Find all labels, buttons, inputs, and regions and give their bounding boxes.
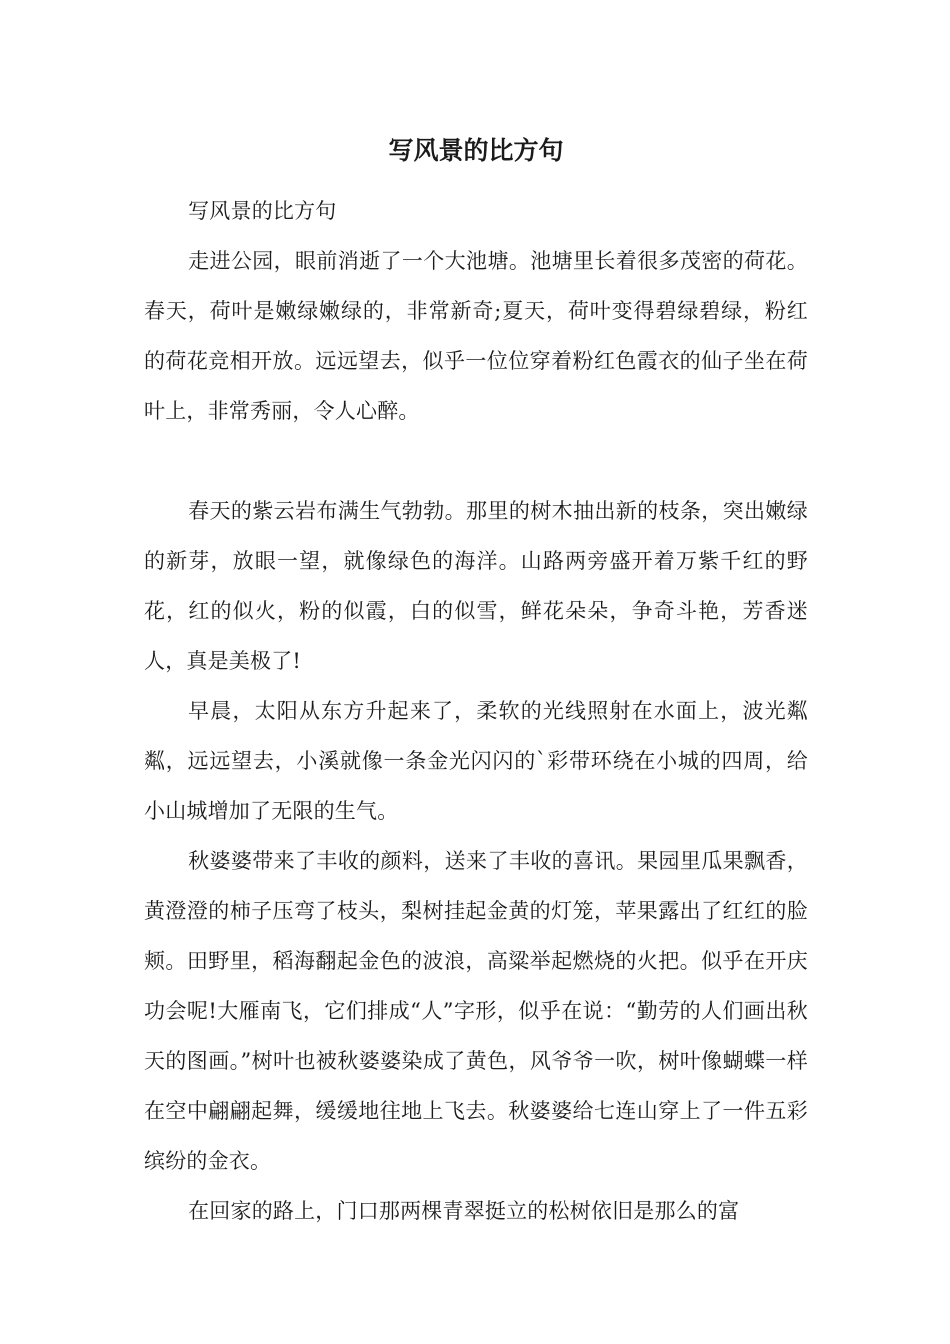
document-page [144,126,808,1236]
paragraph-spacer [144,436,808,486]
document-subtitle: 写风景的比方句 [188,199,337,223]
paragraph-spring-ziyunyan: 春天的紫云岩布满生气勃勃。那里的树木抽出新的枝条，突出嫩绿的新芽，放眼一望，就像绿色的海洋。山路两旁盛开着万紫千红的野花，红的似火，粉的似霞，白的似雪，鲜花朵朵，争奇斗艳，芳香迷人，真是美极了! [144,499,808,673]
paragraph-morning-creek: 早晨，太阳从东方升起来了，柔软的光线照射在水面上，波光粼粼，远远望去，小溪就像一条金光闪闪的`彩带环绕在小城的四周，给小山城增加了无限的生气。 [144,699,808,823]
paragraph-autumn-harvest: 秋婆婆带来了丰收的颜料，送来了丰收的喜讯。果园里瓜果飘香，黄澄澄的柿子压弯了枝头，梨树挂起金黄的灯笼，苹果露出了红红的脸颊。田野里，稻海翻起金色的波浪，高粱举起燃烧的火把。似乎在开庆功会呢!大雁南飞，它们排成“人”字形，似乎在说：“勤劳的人们画出秋天的图画。”树叶也被秋婆婆染成了黄色，风爷爷一吹，树叶像蝴蝶一样在空中翩翩起舞，缓缓地往地上飞去。秋婆婆给七连山穿上了一件五彩缤纷的金衣。 [144,849,808,1173]
paragraph-lotus-pond: 走进公园，眼前消逝了一个大池塘。池塘里长着很多茂密的荷花。春天，荷叶是嫩绿嫩绿的，非常新奇;夏天，荷叶变得碧绿碧绿，粉红的荷花竞相开放。远远望去，似乎一位位穿着粉红色霞衣的仙子坐在荷叶上，非常秀丽，令人心醉。 [144,249,808,423]
paragraph-way-home: 在回家的路上，门口那两棵青翠挺立的松树依旧是那么的富 [188,1199,740,1223]
document-title: 写风景的比方句 [388,136,564,165]
